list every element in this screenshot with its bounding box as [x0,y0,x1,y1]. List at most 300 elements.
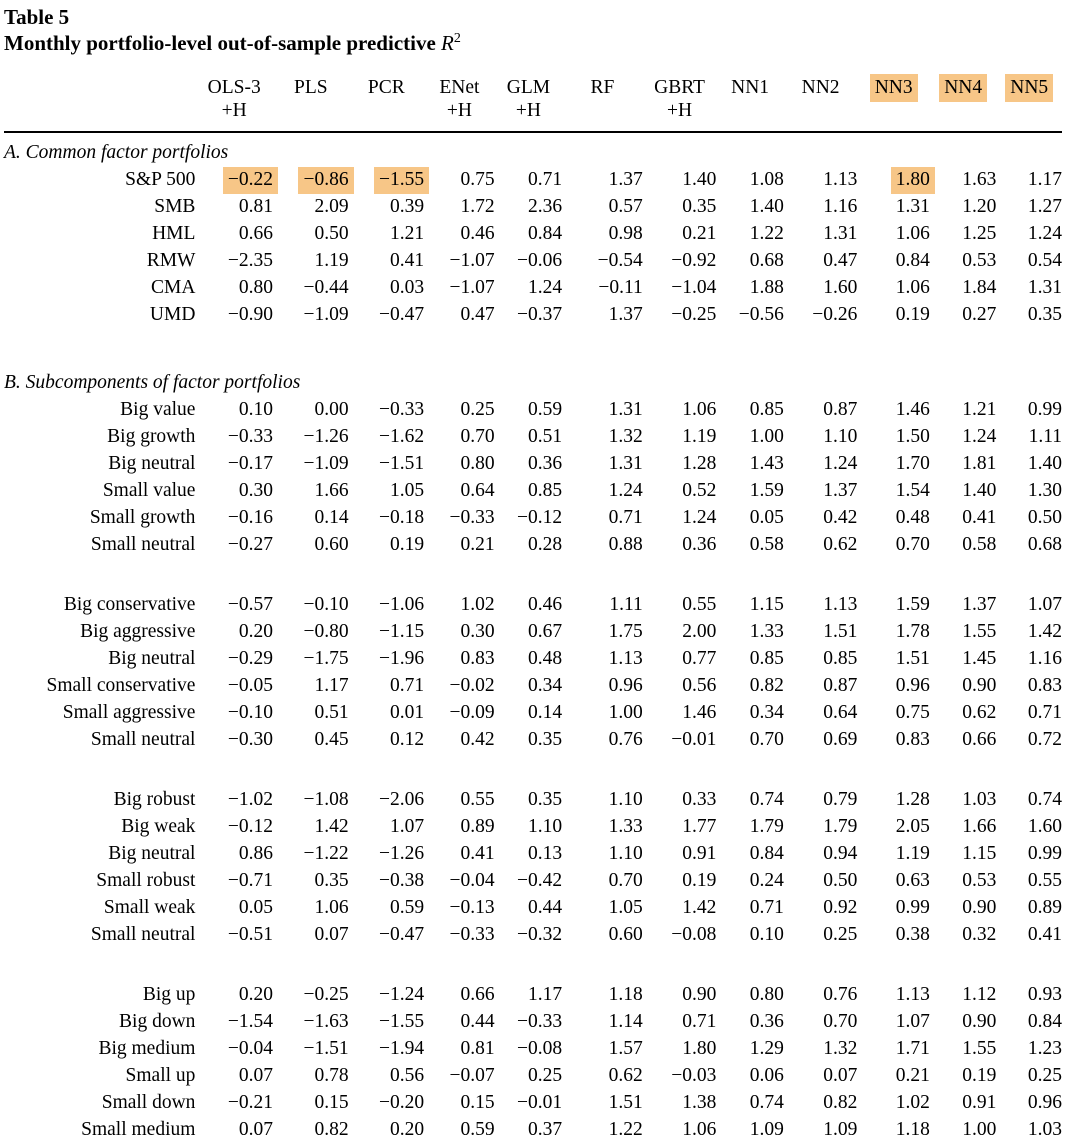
value-cell [996,1087,1062,1114]
value-text: −0.71 [227,870,274,891]
value-cell [424,919,495,946]
table-row [4,299,1062,326]
value-text: 1.06 [682,1119,717,1140]
row-label: Big down [119,1011,196,1032]
value-text: 0.47 [823,250,858,271]
value-text: 0.47 [460,304,495,325]
value-cell [996,272,1062,299]
value-text: 1.24 [682,507,717,528]
value-cell [716,919,784,946]
row-label: Big neutral [108,843,196,864]
row-label: RMW [146,250,196,271]
value-text: 1.27 [1027,196,1062,217]
value-cell [495,272,563,299]
value-cell [195,529,273,556]
value-cell [273,616,349,643]
value-text: 1.59 [749,480,784,501]
value-cell [996,421,1062,448]
table-row [4,643,1062,670]
value-cell [716,784,784,811]
value-text: −2.35 [227,250,274,271]
value-text: 1.09 [749,1119,784,1140]
value-text: 0.67 [528,621,563,642]
value-text: 1.17 [314,675,349,696]
value-text: 0.46 [528,594,563,615]
value-text: 1.11 [609,594,643,615]
value-cell [562,421,643,448]
value-cell [784,421,858,448]
value-text: −0.33 [517,1011,563,1032]
value-cell [562,643,643,670]
row-label: Big conservative [63,594,196,615]
value-text: 1.06 [895,223,930,244]
value-cell [562,394,643,421]
value-cell [349,919,425,946]
value-text: 1.10 [528,816,563,837]
column-header-line2: +H [515,100,541,121]
value-text: −0.57 [227,594,274,615]
value-text: 0.46 [460,223,495,244]
value-text: 1.03 [962,789,997,810]
value-text: 0.21 [682,223,717,244]
value-cell [273,670,349,697]
value-cell [996,218,1062,245]
value-cell [424,1006,495,1033]
value-cell [996,919,1062,946]
value-cell [273,589,349,616]
value-text: 1.29 [749,1038,784,1059]
value-cell [424,616,495,643]
row-label: UMD [149,304,196,325]
value-cell [495,529,563,556]
table-row [4,892,1062,919]
table-row [4,979,1062,1006]
table-row [4,448,1062,475]
value-cell [857,1060,930,1087]
value-text: 0.44 [528,897,563,918]
value-cell [495,670,563,697]
value-cell [716,643,784,670]
value-cell [273,865,349,892]
column-header-label: ENet [439,77,480,98]
value-cell [562,1060,643,1087]
column-header-label: PCR [367,77,405,98]
value-cell [996,892,1062,919]
row-label: Small down [101,1092,196,1113]
value-cell [195,697,273,724]
value-text: 0.35 [528,729,563,750]
value-cell [495,475,563,502]
table-row [4,1114,1062,1141]
value-text: 1.55 [962,1038,997,1059]
value-text: 0.79 [823,789,858,810]
value-cell [562,919,643,946]
value-cell [784,1087,858,1114]
value-text: 0.12 [390,729,425,750]
value-text: 0.00 [314,399,349,420]
value-cell [424,784,495,811]
value-text: 1.31 [1027,277,1062,298]
value-text: 1.18 [608,984,643,1005]
column-header-line2: +H [221,100,247,121]
value-text: 0.30 [460,621,495,642]
value-cell [857,697,930,724]
value-text: 0.20 [238,621,274,642]
column-header-highlight: NN3 [870,74,918,102]
value-text: 1.54 [895,480,930,501]
value-cell [424,529,495,556]
value-cell [784,272,858,299]
value-text: −1.22 [303,843,349,864]
spacer-cell [4,751,1062,784]
value-cell [930,502,997,529]
table-row [4,589,1062,616]
value-text: 0.71 [390,675,425,696]
value-cell [930,919,997,946]
value-cell [643,272,717,299]
value-text: 0.25 [823,924,858,945]
value-text: 0.33 [682,789,717,810]
row-label: Small neutral [90,924,196,945]
value-cell [643,475,717,502]
value-text: 0.84 [895,250,930,271]
value-cell [857,1006,930,1033]
value-cell [784,979,858,1006]
value-text: 0.27 [962,304,997,325]
value-cell [195,245,273,272]
value-text: −1.55 [379,1011,425,1032]
value-cell [857,448,930,475]
value-text: 0.66 [962,729,997,750]
value-cell [716,865,784,892]
value-text: −0.18 [379,507,425,528]
value-cell [195,1033,273,1060]
column-header-line1 [349,76,425,99]
value-text: 0.62 [608,1065,643,1086]
table-row [4,502,1062,529]
column-header-line1 [930,76,997,99]
value-text: 1.70 [895,453,930,474]
value-cell [784,1006,858,1033]
value-cell [857,191,930,218]
value-text: 1.42 [314,816,349,837]
value-text: −0.56 [738,304,784,325]
value-text: 0.81 [460,1038,495,1059]
value-text: 1.37 [608,169,643,190]
value-cell [273,502,349,529]
value-text: 0.85 [528,480,563,501]
value-cell [996,299,1062,326]
row-label: Big robust [113,789,196,810]
value-cell [643,299,717,326]
value-cell [643,697,717,724]
value-cell [273,724,349,751]
value-cell [643,448,717,475]
column-header-label: NN2 [801,77,840,98]
value-cell [643,919,717,946]
value-cell [495,865,563,892]
value-text: −1.07 [449,250,495,271]
value-cell [349,245,425,272]
value-cell [424,299,495,326]
value-text: 0.25 [528,1065,563,1086]
value-cell [857,164,930,191]
value-highlight: −0.22 [223,167,278,194]
value-text: 0.84 [1027,1011,1062,1032]
value-text: 1.79 [823,816,858,837]
column-header [996,70,1062,132]
column-header [643,70,717,132]
value-cell [349,1087,425,1114]
table-row [4,1033,1062,1060]
row-label: Small conservative [46,675,196,696]
value-text: 1.07 [390,816,425,837]
value-cell [930,865,997,892]
value-text: 0.71 [608,507,643,528]
value-cell [349,448,425,475]
value-cell [930,616,997,643]
table-row [4,670,1062,697]
value-text: 0.75 [460,169,495,190]
value-text: 0.71 [528,169,563,190]
value-cell [424,272,495,299]
value-text: 0.90 [682,984,717,1005]
value-cell [784,529,858,556]
value-text: 1.16 [1027,648,1062,669]
value-text: 1.28 [895,789,930,810]
value-text: 1.43 [749,453,784,474]
table-row [4,1087,1062,1114]
value-text: 1.33 [749,621,784,642]
value-text: −0.38 [379,870,425,891]
value-text: 0.35 [682,196,717,217]
value-text: 1.24 [1027,223,1062,244]
table-row [4,218,1062,245]
value-cell [273,191,349,218]
value-text: −0.08 [517,1038,563,1059]
value-cell [562,979,643,1006]
value-cell [784,919,858,946]
value-cell [643,838,717,865]
value-cell [716,529,784,556]
value-cell [784,724,858,751]
value-text: −0.33 [227,426,274,447]
value-text: 0.58 [749,534,784,555]
value-cell [424,475,495,502]
row-label: Big medium [98,1038,196,1059]
value-cell [996,394,1062,421]
value-cell [857,529,930,556]
value-text: 1.51 [608,1092,643,1113]
value-cell [349,394,425,421]
value-cell [716,502,784,529]
value-text: 0.05 [238,897,274,918]
value-text: 1.40 [749,196,784,217]
value-text: 0.41 [962,507,997,528]
value-text: 0.19 [895,304,930,325]
value-cell [643,191,717,218]
value-cell [930,191,997,218]
value-text: −1.62 [379,426,425,447]
value-text: 1.08 [749,169,784,190]
section-heading: A. Common factor portfolios [4,142,229,163]
value-cell [273,784,349,811]
value-text: 0.35 [1027,304,1062,325]
value-cell [996,838,1062,865]
value-text: 0.80 [749,984,784,1005]
value-cell [716,838,784,865]
value-cell [495,299,563,326]
value-text: 0.86 [238,843,274,864]
value-text: −0.33 [379,399,425,420]
table-row [4,529,1062,556]
value-text: 1.13 [823,169,858,190]
table-caption [4,4,1070,56]
value-highlight: 1.80 [891,167,935,194]
table-row [4,1006,1062,1033]
value-text: 1.40 [962,480,997,501]
value-text: 0.41 [1027,924,1062,945]
value-cell [349,164,425,191]
value-cell [349,784,425,811]
value-text: 0.76 [608,729,643,750]
row-label: Big aggressive [80,621,196,642]
value-cell [424,1033,495,1060]
column-header-highlight: NN5 [1005,74,1053,102]
value-cell [784,1114,858,1141]
value-cell [716,164,784,191]
value-text: 0.07 [238,1119,274,1140]
value-text: 0.70 [823,1011,858,1032]
value-cell [273,979,349,1006]
value-cell [273,218,349,245]
value-cell [562,164,643,191]
subtitle-superscript: 2 [453,31,461,46]
value-cell [643,1060,717,1087]
value-text: 0.19 [962,1065,997,1086]
value-text: 0.90 [962,897,997,918]
value-cell [424,191,495,218]
value-text: 1.28 [682,453,717,474]
value-cell [562,245,643,272]
value-text: −0.06 [517,250,563,271]
row-label: Small neutral [90,729,196,750]
value-text: 1.06 [314,897,349,918]
value-cell [424,724,495,751]
value-cell [195,475,273,502]
row-label: Small aggressive [62,702,196,723]
value-text: −1.94 [379,1038,425,1059]
section-heading-row [4,132,1062,164]
value-cell [273,1033,349,1060]
value-text: −0.01 [517,1092,563,1113]
value-text: −0.25 [303,984,349,1005]
value-cell [495,979,563,1006]
value-text: 0.77 [682,648,717,669]
value-text: 0.83 [895,729,930,750]
row-label: SMB [154,196,196,217]
value-cell [716,1006,784,1033]
row-label: S&P 500 [125,169,196,190]
value-cell [562,697,643,724]
value-text: 1.59 [895,594,930,615]
value-text: 0.68 [1027,534,1062,555]
value-text: 0.92 [823,897,858,918]
value-cell [195,589,273,616]
value-text: 0.99 [1027,399,1062,420]
value-text: 1.32 [608,426,643,447]
value-text: 1.25 [962,223,997,244]
value-cell [495,448,563,475]
column-header-line1 [784,76,858,99]
value-cell [716,670,784,697]
value-cell [930,394,997,421]
value-cell [643,218,717,245]
value-text: 0.74 [749,789,784,810]
value-text: 0.76 [823,984,858,1005]
value-text: −1.02 [227,789,274,810]
value-text: 1.20 [962,196,997,217]
value-text: 1.00 [608,702,643,723]
value-cell [643,811,717,838]
value-text: 0.10 [749,924,784,945]
value-text: 0.71 [749,897,784,918]
table-row [4,784,1062,811]
value-text: 0.96 [1027,1092,1062,1113]
value-cell [424,448,495,475]
value-cell [273,421,349,448]
column-header [857,70,930,132]
value-text: −1.15 [379,621,425,642]
value-text: −0.21 [227,1092,274,1113]
spacer-cell [4,326,1062,363]
value-cell [424,245,495,272]
spacer-row [4,751,1062,784]
value-cell [195,164,273,191]
value-text: 0.72 [1027,729,1062,750]
value-cell [495,1060,563,1087]
value-text: 1.24 [962,426,997,447]
value-cell [996,245,1062,272]
value-text: 0.05 [749,507,784,528]
value-text: 0.25 [1027,1065,1062,1086]
value-cell [716,272,784,299]
value-cell [349,589,425,616]
value-cell [195,421,273,448]
value-cell [930,164,997,191]
value-text: −0.05 [227,675,274,696]
value-cell [562,1087,643,1114]
value-cell [996,1114,1062,1141]
table-subtitle [4,30,1070,56]
value-cell [643,589,717,616]
value-cell [195,299,273,326]
value-cell [643,979,717,1006]
value-cell [857,272,930,299]
table-row [4,245,1062,272]
value-text: 1.05 [390,480,425,501]
value-text: 0.36 [749,1011,784,1032]
value-cell [349,1006,425,1033]
value-cell [784,394,858,421]
value-text: 1.22 [608,1119,643,1140]
value-cell [273,643,349,670]
value-text: 0.94 [823,843,858,864]
value-cell [195,191,273,218]
value-text: 1.22 [749,223,784,244]
value-cell [562,1006,643,1033]
column-header [562,70,643,132]
